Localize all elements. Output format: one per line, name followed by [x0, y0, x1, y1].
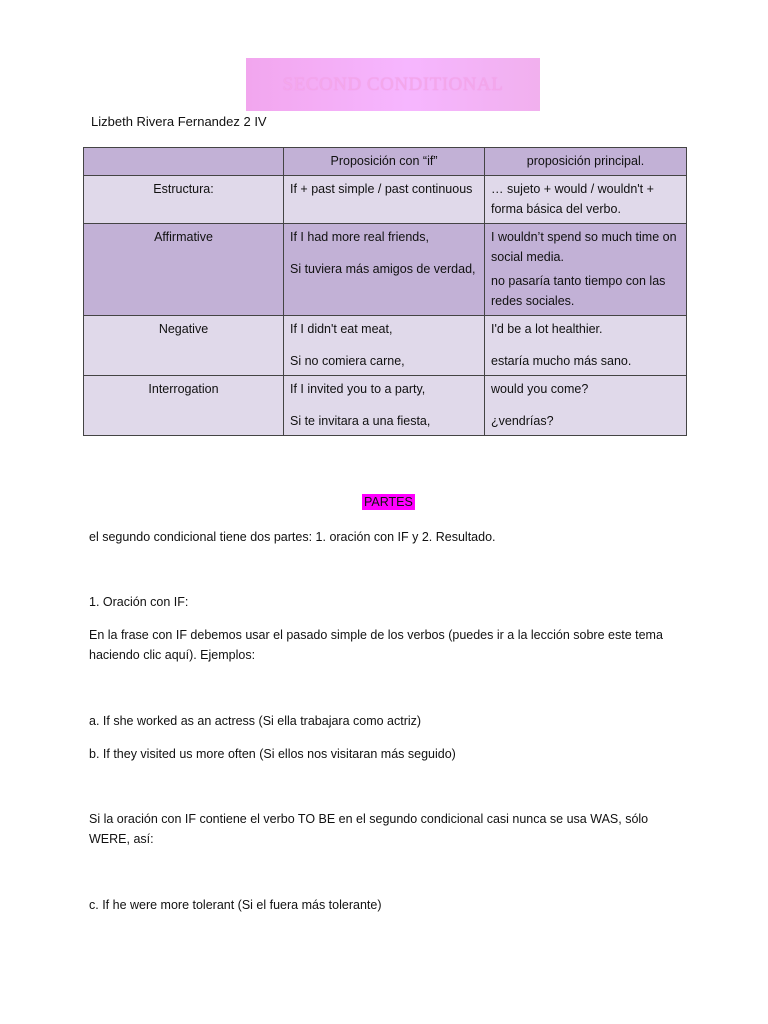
- table-row: [84, 224, 687, 316]
- cell-text: would you come?: [491, 382, 589, 396]
- row-label: Estructura:: [84, 176, 284, 224]
- table-header-row: [84, 148, 687, 176]
- cell-text: … sujeto + would / wouldn't + forma básica del verbo.: [491, 182, 654, 216]
- to-be-paragraph: Si la oración con IF contiene el verbo TO BE en el segundo condicional casi nunca se usa WAS, sólo WERE, así:: [89, 812, 649, 846]
- main-clause-cell: [485, 376, 687, 436]
- cell-text: ¿vendrías?: [491, 414, 554, 428]
- main-clause-cell: [485, 224, 687, 316]
- table-row: [84, 176, 687, 224]
- example-c: c. If he were more tolerant (Si el fuera más tolerante): [89, 898, 382, 912]
- author-line: Lizbeth Rivera Fernandez 2 IV: [91, 114, 267, 129]
- table-header-cell: [84, 148, 284, 176]
- cell-text: Si no comiera carne,: [290, 354, 405, 368]
- intro-paragraph: el segundo condicional tiene dos partes: 1. oración con IF y 2. Resultado.: [89, 530, 496, 544]
- title-banner: [246, 58, 540, 111]
- row-label: Affirmative: [84, 224, 284, 316]
- subheading-if-clause: 1. Oración con IF:: [89, 595, 189, 609]
- cell-text: If I didn't eat meat,: [290, 322, 393, 336]
- main-clause-cell: [485, 176, 687, 224]
- example-b: b. If they visited us more often (Si ellos nos visitaran más seguido): [89, 747, 456, 761]
- table-row: [84, 376, 687, 436]
- cell-text: estaría mucho más sano.: [491, 354, 632, 368]
- table-header-cell: proposición principal.: [485, 148, 687, 176]
- if-clause-cell: [284, 316, 485, 376]
- row-label: Negative: [84, 316, 284, 376]
- document-title: SECOND CONDITIONAL: [282, 73, 504, 95]
- if-clause-cell: [284, 176, 485, 224]
- cell-text: If I had more real friends,: [290, 230, 429, 244]
- cell-text: I wouldn’t spend so much time on social media.: [491, 230, 677, 264]
- cell-text: If + past simple / past continuous: [290, 182, 473, 196]
- row-label: Interrogation: [84, 376, 284, 436]
- cell-text: Si tuviera más amigos de verdad,: [290, 262, 476, 276]
- explanation-paragraph: En la frase con IF debemos usar el pasado simple de los verbos (puedes ir a la lección sobre este tema haciendo clic aquí). Ejemplos:: [89, 628, 663, 662]
- table-header-cell: Proposición con “if”: [284, 148, 485, 176]
- example-a: a. If she worked as an actress (Si ella trabajara como actriz): [89, 714, 422, 728]
- cell-text: Si te invitara a una fiesta,: [290, 414, 431, 428]
- cell-text: If I invited you to a party,: [290, 382, 426, 396]
- section-heading-partes: PARTES: [364, 495, 413, 509]
- table-row: [84, 316, 687, 376]
- if-clause-cell: [284, 376, 485, 436]
- if-clause-cell: [284, 224, 485, 316]
- main-clause-cell: [485, 316, 687, 376]
- conditional-table: [83, 147, 687, 436]
- cell-text: no pasaría tanto tiempo con las redes sociales.: [491, 274, 666, 308]
- cell-text: I'd be a lot healthier.: [491, 322, 603, 336]
